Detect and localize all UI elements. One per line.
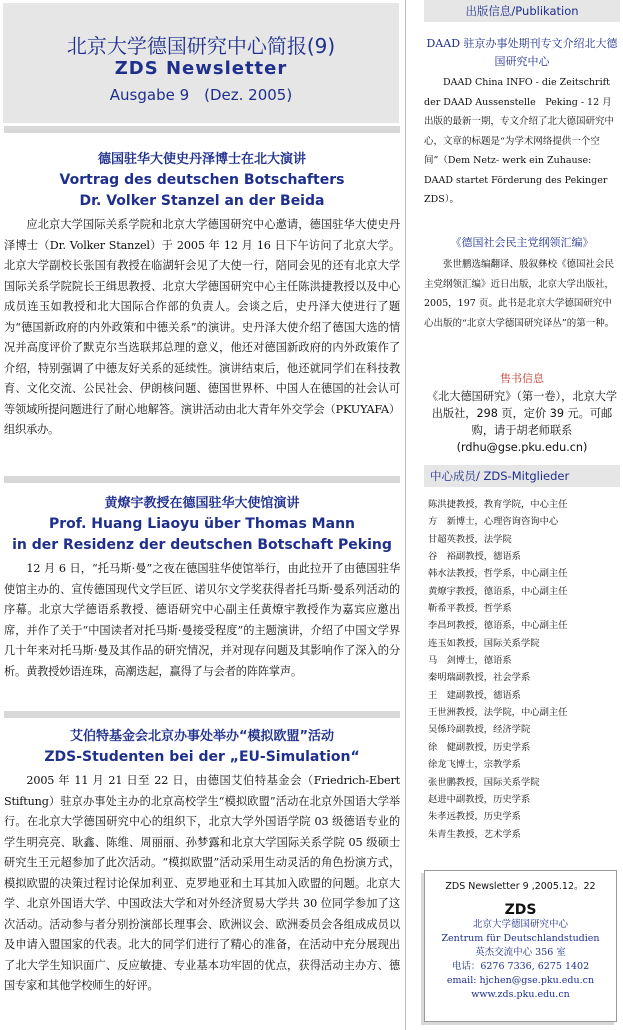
member-item: 朱孝远教授，历史学系 xyxy=(428,811,521,823)
masthead-title-en: ZDS Newsletter xyxy=(114,58,288,79)
contact-line: 北京大学德国研究中心 xyxy=(472,919,568,930)
masthead xyxy=(3,3,399,123)
publications-bar: 出版信息/Publikation xyxy=(424,0,620,22)
member-item: 李昌珂教授，德语系，中心副主任 xyxy=(428,620,568,632)
member-item: 谷 裕副教授，德语系 xyxy=(428,551,521,563)
publication-daad xyxy=(424,35,620,210)
member-item: 方 新博士，心理咨询咨询中心 xyxy=(428,516,559,528)
publication-title: DAAD 驻京办事处期刊专文介绍北大德国研究中心 xyxy=(426,37,618,68)
member-item: 王世洲教授，法学院，中心副主任 xyxy=(428,707,568,719)
members-list xyxy=(428,496,618,843)
contact-line: 电话：6276 7336, 6275 1402 xyxy=(451,961,590,972)
article-thomas-mann xyxy=(4,493,400,682)
member-item: 马 剑博士，德语系 xyxy=(428,655,512,667)
article-heading-de: Dr. Volker Stanzel an der Beida xyxy=(79,193,325,209)
divider xyxy=(4,476,400,483)
contact-name: ZDS xyxy=(504,902,537,918)
member-item: 靳希平教授，哲学系 xyxy=(428,603,512,615)
member-item: 徐龙飞博士，宗教学系 xyxy=(428,759,521,771)
masthead-issue: Ausgabe 9 (Dez. 2005) xyxy=(109,86,293,104)
article-heading-cn: 德国驻华大使史丹泽博士在北大演讲 xyxy=(97,152,306,167)
member-item: 甘超英教授，法学院 xyxy=(428,533,512,545)
publication-body: DAAD China INFO - die Zeitschrift der DAAD Aussenstelle Peking - 12 月出版的最新一期，专文介绍了北大德国研究中心，文章的标题是“为学术网络提供一个空间”（Dem Netz- werk ein Zuhause: DAAD startet Förderung des Pekinger ZDS）。 xyxy=(424,77,615,205)
contact-header: ZDS Newsletter 9 ,2005.12。22 xyxy=(445,881,596,892)
sale-body: 《北大德国研究》（第一卷），北京大学出版社，298 页，定价 39 元。可邮购，请于胡老师联系(rdhu@gse.pku.edu.cn) xyxy=(426,390,618,454)
member-item: 朱青生教授，艺术学系 xyxy=(428,828,521,840)
contact-box xyxy=(424,870,617,1022)
member-item: 韩水法教授，哲学系，中心副主任 xyxy=(428,568,568,580)
publication-body: 张世鹏选编翻译、殷叙彝校《德国社会民主党纲领汇编》近日出版，北京大学出版社，2005，197 页。此书是北京大学德国研究中心出版的“北京大学德国研究译丛”的第一种。 xyxy=(424,259,615,329)
divider xyxy=(4,711,400,718)
article-body: 应北京大学国际关系学院和北京大学德国研究中心邀请，德国驻华大使史丹泽博士（Dr. Volker Stanzel）于 2005 年 12 月 16 日下午访问了北京大学。北京大学副校长张国有教授在临湖轩会见了大使一行，陪同会见的还有北京大学国际关系学院院长王缉思教授、北京大学德国研究中心主任陈洪捷教授以及中心成员连玉如教授和北大国际合作部的负责人。会谈之后，史丹泽大使进行了题为“德国新政府的内外政策和中德关系”的演讲。史丹泽大使介绍了德国大选的情况并高度评价了默克尔当选联邦总理的意义，他还对德国新政府的内外政策作了介绍，特别强调了中德友好关系的延续性。演讲结束后，他还就同学们在科技教育、文化交流、公民社会、伊朗核问题、德国世界杯、中国人在德国的社会认可等领域所提问题进行了耐心地解答。演讲活动由北大青年外交学会（PKUYAFA）组织承办。 xyxy=(4,218,400,436)
article-heading-cn: 艾伯特基金会北京办事处举办“模拟欧盟”活动 xyxy=(69,729,335,744)
sale-title: 售书信息 xyxy=(500,372,544,385)
article-heading-de: in der Residenz der deutschen Botschaft Peking xyxy=(12,537,392,553)
member-item: 陈洪捷教授，教育学院，中心主任 xyxy=(428,499,568,510)
article-eu-simulation xyxy=(4,726,400,997)
member-item: 徐 健副教授，历史学系 xyxy=(428,741,531,753)
column-rule xyxy=(405,0,406,1030)
member-item: 张世鹏教授，国际关系学院 xyxy=(428,776,540,788)
members-bar: 中心成员/ ZDS-Mitglieder xyxy=(424,465,620,487)
publication-spd xyxy=(424,234,620,333)
member-item: 吴係玲副教授，经济学院 xyxy=(428,724,531,736)
contact-line: 英杰交流中心 356 室 xyxy=(475,947,566,958)
article-heading-de: ZDS-Studenten bei der „EU-Simulation“ xyxy=(44,749,360,765)
divider xyxy=(4,126,400,133)
contact-email-link[interactable]: email: hjchen@gse.pku.edu.cn xyxy=(446,975,595,986)
contact-line: Zentrum für Deutschlandstudien xyxy=(441,933,600,944)
article-heading-cn: 黄燎宇教授在德国驻华大使馆演讲 xyxy=(104,496,300,511)
article-body: 12 月 6 日，“托马斯·曼”之夜在德国驻华使馆举行，由此拉开了由德国驻华使馆主办的、宣传德国现代文学巨匠、诺贝尔文学奖获得者托马斯·曼系列活动的序幕。北京大学德语系教授、德语研究中心副主任黄燎宇教授作为嘉宾应邀出席，并作了关于“中国读者对托马斯·曼接受程度”的主题演讲，介绍了中国文学界几十年来对托马斯·曼及其作品的研究情况，并对现存问题及其影响作了深入的分析。黄教授妙语连珠，高潮迭起，赢得了与会者的阵阵掌声。 xyxy=(4,562,400,678)
member-item: 连玉如教授，国际关系学院 xyxy=(428,637,540,649)
contact-website-link[interactable]: www.zds.pku.edu.cn xyxy=(471,989,570,1000)
article-heading-de: Vortrag des deutschen Botschafters xyxy=(59,172,345,188)
member-item: 王 建副教授，德语系 xyxy=(428,689,521,701)
member-item: 黄燎宇教授，德语系，中心副主任 xyxy=(428,585,568,597)
masthead-title-cn: 北京大学德国研究中心简报(9) xyxy=(66,34,336,58)
article-ambassador-lecture xyxy=(4,149,400,441)
article-body: 2005 年 11 月 21 日至 22 日，由德国艾伯特基金会（Friedrich-Ebert Stiftung）驻京办事处主办的北京高校学生“模拟欧盟”活动在北京外国语大学举行。在北京大学德国研究中心的组织下，北京大学外国语学院 03 级德语专业的学生明亮亮、耿鑫、陈维、周丽丽、孙梦露和北京大学国际关系学院 05 级硕士研究生王元超参加了此次活动。“模拟欧盟”活动采用生动灵活的角色扮演方式，模拟欧盟的决策过程讨论保加利亚、克罗地亚和土耳其加入欧盟的问题。北京大学、北京外国语大学、中国政法大学和对外经济贸易大学共 30 位同学参加了这次活动。活动参与者分别扮演部长理事会、欧洲议会、欧洲委员会各组成成员以及申请入盟国家的代表。北大的同学们进行了精心的准备，在活动中充分展现出了北大学生知识面广、反应敏捷、专业基本功牢固的优点，获得活动主办方、德国专家和其他学校师生的好评。 xyxy=(4,774,400,992)
member-item: 赵进中副教授，历史学系 xyxy=(428,793,531,805)
sale-info xyxy=(424,370,620,456)
member-item: 秦明瑞副教授，社会学系 xyxy=(428,672,531,684)
article-heading-de: Prof. Huang Liaoyu über Thomas Mann xyxy=(49,516,355,532)
publication-title: 《德国社会民主党纲领汇编》 xyxy=(450,236,594,249)
